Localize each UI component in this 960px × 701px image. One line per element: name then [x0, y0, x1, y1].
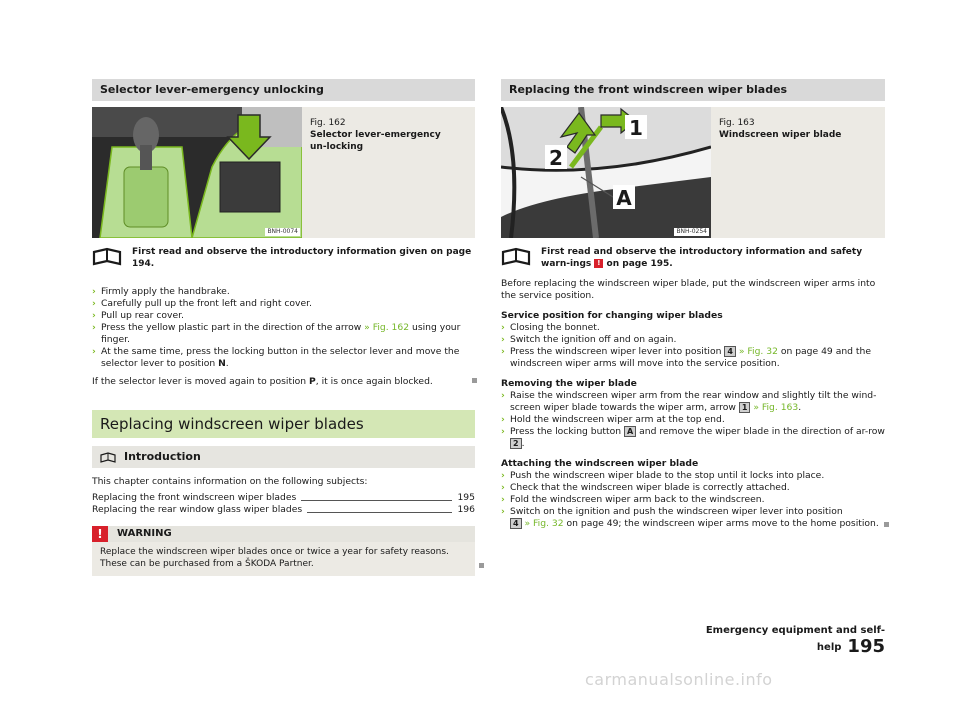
list-item: › Pull up rear cover. — [92, 310, 184, 321]
list-item: › Check that the windscreen wiper blade is correctly attached. — [501, 482, 790, 493]
open-book-icon — [501, 246, 531, 266]
list-item: › Press the yellow plastic part in the direction of the arrow » Fig. 162 using your finger. — [92, 322, 461, 345]
figure-162-title: Selector lever-emergency un-locking — [310, 130, 441, 152]
figure-163-code: BNH-0254 — [676, 228, 707, 235]
figure-163-label-1: 1 — [629, 116, 643, 140]
figure-163-label-2: 2 — [549, 146, 563, 170]
open-book-icon — [100, 452, 116, 463]
list-item: › Switch the ignition off and on again. — [501, 334, 677, 345]
figure-163-image — [501, 107, 711, 238]
service-heading: Service position for changing wiper blades — [501, 310, 723, 321]
chapter-title: Replacing windscreen wiper blades — [92, 410, 475, 438]
list-item: › Closing the bonnet. — [501, 322, 600, 333]
key-label: 1 — [739, 402, 751, 413]
key-label: 2 — [510, 438, 522, 449]
list-item: › Firmly apply the handbrake. — [92, 286, 230, 297]
list-item: › Push the windscreen wiper blade to the stop until it locks into place. — [501, 470, 825, 481]
right-column — [501, 79, 885, 530]
warning-text: Replace the windscreen wiper blades once or twice a year for safety reasons. These can be purchased from a ŠKODA Partner. — [100, 547, 449, 569]
section-title-emergency-unlocking: Selector lever-emergency unlocking — [92, 79, 475, 101]
figure-162-caption — [310, 117, 460, 153]
toc-row[interactable]: Replacing the rear window glass wiper blades 196 — [92, 504, 475, 515]
list-item: › Switch on the ignition and push the windscreen wiper lever into position 4 » Fig. 32 on page 49; the windscreen wiper arms move to the home position. — [501, 506, 885, 530]
left-column — [92, 79, 475, 576]
read-notice-left — [92, 246, 475, 270]
intro-text: This chapter contains information on the following subjects: — [92, 476, 368, 487]
figure-163-title: Windscreen wiper blade — [719, 130, 842, 140]
fig-32-link[interactable]: » Fig. 32 — [738, 346, 778, 357]
key-label: 4 — [724, 346, 736, 357]
toc-row[interactable]: Replacing the front windscreen wiper blades 195 — [92, 492, 475, 503]
watermark: carmanualsonline.info — [585, 670, 773, 689]
list-item: › Press the locking button A and remove the wiper blade in the direction of ar-row 2 . — [501, 426, 885, 449]
section-end-mark — [472, 378, 477, 383]
page-number: 195 — [847, 636, 885, 657]
list-item: › Hold the windscreen wiper arm at the top end. — [501, 414, 725, 425]
read-notice-text: First read and observe the introductory information given on page 194. — [132, 247, 472, 269]
toc-list — [92, 492, 475, 516]
introduction-header: Introduction — [92, 446, 475, 468]
warning-exclamation-icon: ! — [594, 259, 603, 268]
figure-163 — [501, 107, 885, 238]
key-label: A — [624, 426, 636, 437]
footer-section-title: Emergency equipment and self-help — [705, 625, 885, 653]
intro-paragraph: Before replacing the windscreen wiper blade, put the windscreen wiper arms into the service position. — [501, 278, 876, 301]
unlock-steps — [92, 286, 475, 370]
attaching-heading: Attaching the windscreen wiper blade — [501, 458, 699, 469]
section-end-mark — [884, 522, 889, 527]
figure-163-caption — [719, 117, 841, 141]
list-item: › Fold the windscreen wiper arm back to the windscreen. — [501, 494, 765, 505]
fig-32-link[interactable]: » Fig. 32 — [524, 518, 564, 529]
removing-heading: Removing the wiper blade — [501, 378, 637, 389]
fig-163-link[interactable]: » Fig. 163 — [753, 402, 799, 413]
figure-163-number: Fig. 163 — [719, 118, 755, 128]
list-item: › Raise the windscreen wiper arm from the rear window and slightly tilt the wind-screen wiper blade towards the wiper arm, arrow 1 » Fig. 163. — [501, 390, 877, 413]
list-item: › Carefully pull up the front left and right cover. — [92, 298, 312, 309]
warning-exclamation-icon: ! — [92, 526, 108, 542]
blocked-note: If the selector lever is moved again to position P, it is once again blocked. — [92, 376, 475, 388]
section-title-front-wiper: Replacing the front windscreen wiper blades — [501, 79, 885, 101]
open-book-icon — [92, 246, 122, 266]
list-item: › At the same time, press the locking button in the selector lever and move the selector lever to position N. — [92, 346, 460, 369]
warning-title: WARNING — [117, 528, 172, 539]
figure-162 — [92, 107, 475, 238]
figure-162-number: Fig. 162 — [310, 118, 346, 128]
key-label: 4 — [510, 518, 522, 529]
service-position-block — [501, 310, 885, 370]
figure-162-code: BNH-0074 — [267, 228, 298, 235]
warning-header — [92, 526, 475, 542]
read-notice-right: First read and observe the introductory information and safety warn-ings ! on page 195. — [501, 246, 885, 270]
fig-162-link[interactable]: » Fig. 162 — [364, 322, 410, 333]
removing-block — [501, 378, 885, 450]
page-footer — [680, 625, 885, 657]
warning-box — [92, 526, 475, 576]
list-item: › Press the windscreen wiper lever into position 4 » Fig. 32 on page 49 and the windscreen wiper arms will move into the service position. — [501, 346, 871, 369]
figure-163-label-a: A — [616, 186, 632, 210]
figure-162-image — [92, 107, 302, 238]
attaching-block — [501, 458, 885, 530]
section-end-mark — [479, 563, 484, 568]
